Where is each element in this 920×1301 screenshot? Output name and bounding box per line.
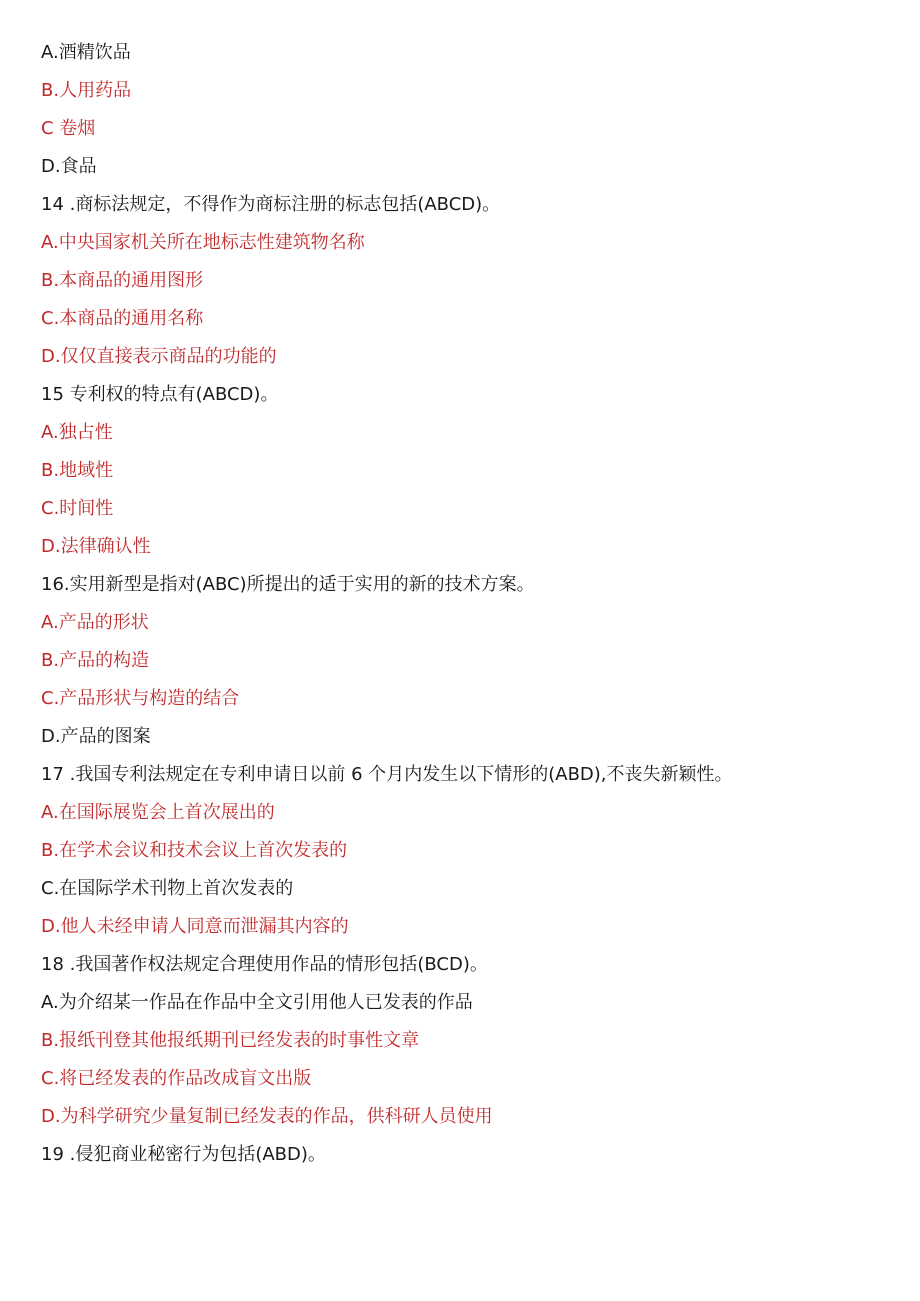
option-line: D.产品的图案	[41, 726, 151, 747]
answer-option-line: C.产品形状与构造的结合	[41, 688, 240, 709]
answer-option-line: A.中央国家机关所在地标志性建筑物名称	[41, 232, 365, 253]
question-line: 18 .我国著作权法规定合理使用作品的情形包括(BCD)。	[41, 954, 488, 975]
answer-option-line: B.本商品的通用图形	[41, 270, 204, 291]
answer-option-line: B.产品的构造	[41, 650, 150, 671]
answer-option-line: C.本商品的通用名称	[41, 308, 204, 329]
answer-option-line: D.他人未经申请人同意而泄漏其内容的	[41, 916, 349, 937]
answer-option-line: D.法律确认性	[41, 536, 151, 557]
question-line: 16.实用新型是指对(ABC)所提出的适于实用的新的技术方案。	[41, 574, 535, 595]
answer-option-line: C.将已经发表的作品改成盲文出版	[41, 1068, 312, 1089]
question-line: 14 .商标法规定，不得作为商标注册的标志包括(ABCD)。	[41, 194, 501, 215]
option-line: C.在国际学术刊物上首次发表的	[41, 878, 294, 899]
answer-option-line: B.报纸刊登其他报纸期刊已经发表的时事性文章	[41, 1030, 420, 1051]
question-line: 17 .我国专利法规定在专利申请日以前 6 个月内发生以下情形的(ABD),不丧失新颖性。	[41, 764, 733, 785]
answer-option-line: D.为科学研究少量复制已经发表的作品，供科研人员使用	[41, 1106, 493, 1127]
answer-option-line: C 卷烟	[41, 118, 96, 139]
answer-option-line: A.独占性	[41, 422, 113, 443]
option-line: D.食品	[41, 156, 97, 177]
option-line: A.为介绍某一作品在作品中全文引用他人已发表的作品	[41, 992, 473, 1013]
option-line: A.酒精饮品	[41, 42, 131, 63]
answer-option-line: A.在国际展览会上首次展出的	[41, 802, 275, 823]
answer-option-line: B.地域性	[41, 460, 114, 481]
answer-option-line: B.在学术会议和技术会议上首次发表的	[41, 840, 348, 861]
question-line: 19 .侵犯商业秘密行为包括(ABD)。	[41, 1144, 326, 1165]
question-list	[41, 40, 901, 1180]
answer-option-line: D.仅仅直接表示商品的功能的	[41, 346, 277, 367]
question-line: 15 专利权的特点有(ABCD)。	[41, 384, 279, 405]
answer-option-line: C.时间性	[41, 498, 114, 519]
answer-option-line: B.人用药品	[41, 80, 132, 101]
answer-option-line: A.产品的形状	[41, 612, 149, 633]
